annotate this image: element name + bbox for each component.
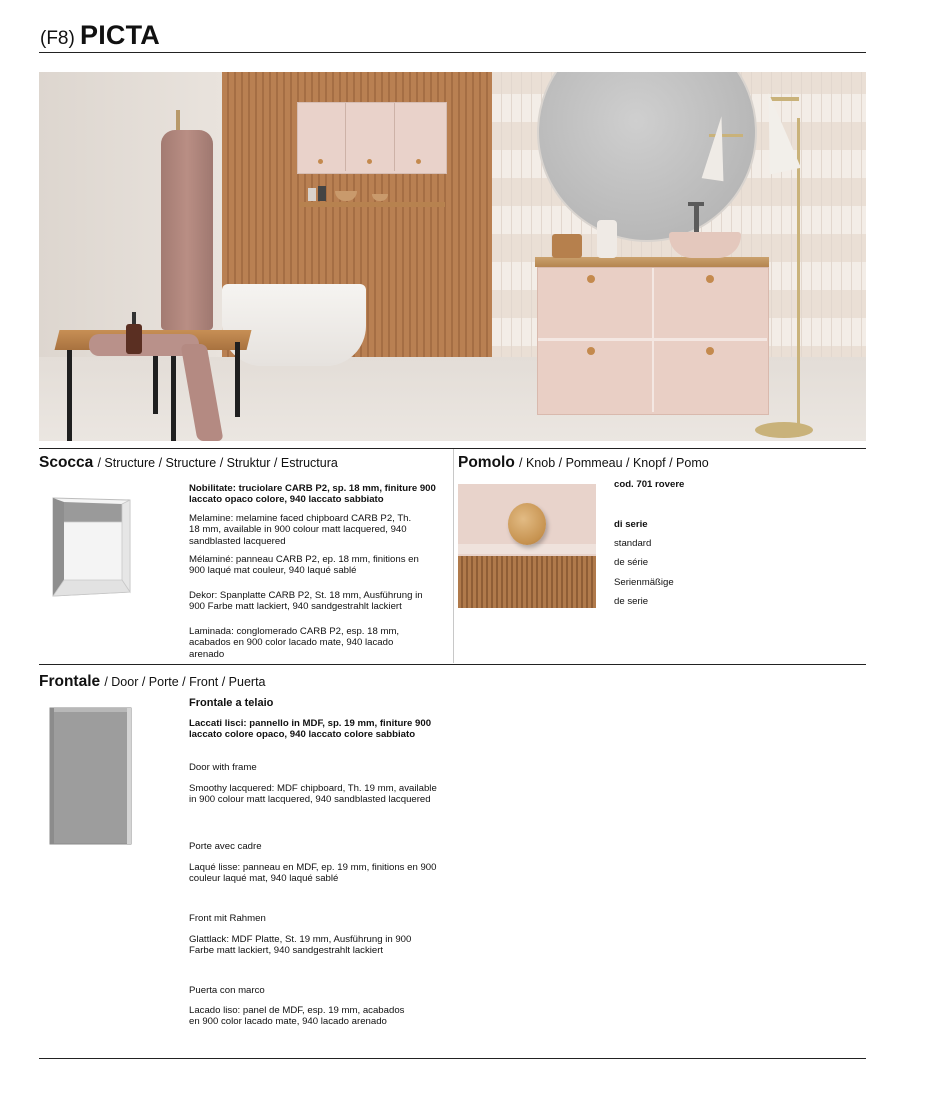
knob-di-serie: di serie bbox=[614, 519, 648, 530]
section-divider-bottom bbox=[39, 1058, 866, 1059]
scocca-subtitle: / Structure / Structure / Struktur / Estructura bbox=[97, 456, 338, 470]
frontale-text-it: Laccati lisci: pannello in MDF, sp. 19 mm, finiture 900 laccato colore opaco, 940 laccato colore sabbiato bbox=[189, 718, 432, 741]
frontale-text-en: Smoothy lacquered: MDF chipboard, Th. 19 mm, available in 900 colour matt lacquered, 940 sandblasted lacquered bbox=[189, 783, 437, 806]
frontale-text-es: Lacado liso: panel de MDF, esp. 19 mm, acabados en 900 color lacado mate, 940 lacado arenado bbox=[189, 1005, 405, 1028]
frontale-head-en: Door with frame bbox=[189, 762, 257, 773]
knob-serienmassige: Serienmäßige bbox=[614, 577, 674, 588]
knob-standard: standard bbox=[614, 538, 652, 549]
frontale-heading-it: Frontale a telaio bbox=[189, 697, 274, 709]
model-code: (F8) bbox=[40, 28, 75, 49]
knob-icon bbox=[508, 503, 546, 545]
page-title: PICTA bbox=[80, 20, 160, 50]
knob-code: cod. 701 rovere bbox=[614, 479, 685, 490]
scocca-text-de: Dekor: Spanplatte CARB P2, St. 18 mm, Ausführung in 900 Farbe matt lackiert, 940 sandgestrahlt lackiert bbox=[189, 590, 423, 613]
column-divider bbox=[453, 449, 454, 663]
scocca-text-fr: Mélaminé: panneau CARB P2, ep. 18 mm, finitions en 900 laqué mat couleur, 940 laqué sablé bbox=[189, 554, 419, 577]
knob-de-serie-es: de serie bbox=[614, 596, 649, 607]
carcass-illustration bbox=[50, 496, 134, 600]
frontale-heading bbox=[39, 673, 266, 691]
pomolo-heading bbox=[458, 454, 709, 472]
frontale-text-fr: Laqué lisse: panneau en MDF, ep. 19 mm, finitions en 900 couleur laqué mat, 940 laqué sablé bbox=[189, 862, 437, 885]
pomolo-subtitle: / Knob / Pommeau / Knopf / Pomo bbox=[519, 456, 709, 470]
door-illustration bbox=[48, 706, 134, 848]
frontale-head-de: Front mit Rahmen bbox=[189, 913, 266, 924]
frontale-subtitle: / Door / Porte / Front / Puerta bbox=[104, 675, 266, 689]
knob-photo bbox=[458, 484, 596, 608]
frontale-text-de: Glattlack: MDF Platte, St. 19 mm, Ausführung in 900 Farbe matt lackiert, 940 sandgestrahlt lackiert bbox=[189, 934, 412, 957]
scocca-text-en: Melamine: melamine faced chipboard CARB P2, Th. 18 mm, available in 900 colour matt lacquered, 940 sandblasted lacquered bbox=[189, 513, 412, 547]
frontale-title: Frontale bbox=[39, 673, 101, 690]
hero-image bbox=[39, 72, 866, 441]
pomolo-title: Pomolo bbox=[458, 454, 515, 471]
header-divider bbox=[39, 52, 866, 53]
knob-de-serie-fr: de série bbox=[614, 557, 649, 568]
frontale-head-fr: Porte avec cadre bbox=[189, 841, 262, 852]
scocca-title: Scocca bbox=[39, 454, 94, 471]
scocca-text-es: Laminada: conglomerado CARB P2, esp. 18 mm, acabados en 900 color lacado mate, 940 lacado arenado bbox=[189, 626, 400, 660]
scocca-heading bbox=[39, 454, 338, 472]
scocca-text-it: Nobilitate: truciolare CARB P2, sp. 18 mm, finiture 900 laccato opaco colore, 940 laccato sabbiato bbox=[189, 483, 436, 506]
section-divider-middle bbox=[39, 664, 866, 665]
frontale-head-es: Puerta con marco bbox=[189, 985, 265, 996]
